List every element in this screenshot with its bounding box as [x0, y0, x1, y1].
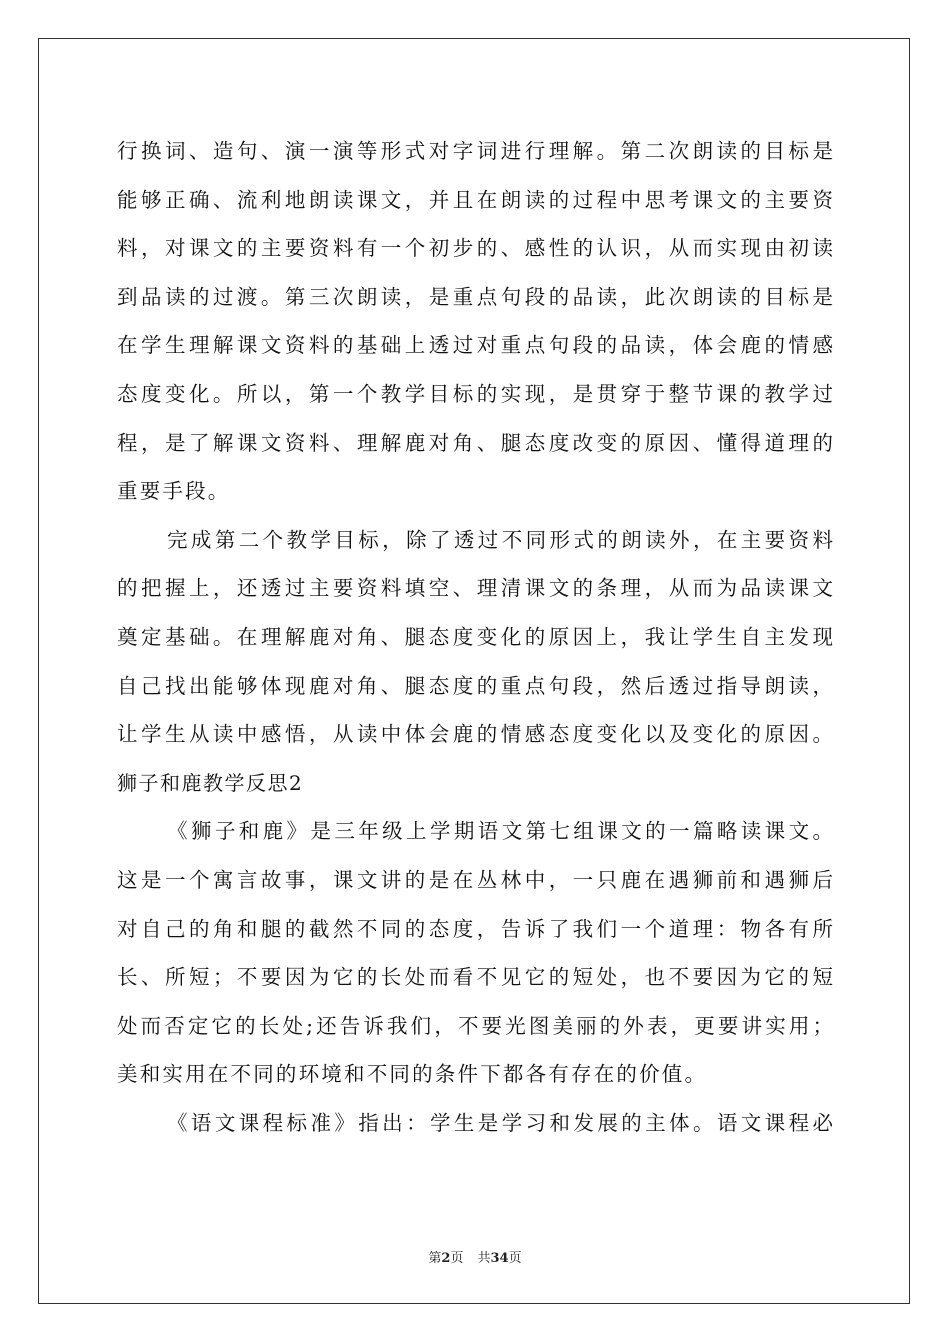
page-footer [0, 1247, 950, 1266]
text-line: 程，是了解课文资料、理解鹿对角、腿态度改变的原因、懂得道理的 [117, 430, 833, 455]
text-line: 《狮子和鹿》是三年级上学期语文第七组课文的一篇略读课文。 [167, 819, 833, 844]
total-pages: 34 [490, 1251, 509, 1266]
text-line: 态度变化。所以，第一个教学目标的实现，是贯穿于整节课的教学过 [117, 381, 833, 406]
text-line: 完成第二个教学目标，除了透过不同形式的朗读外，在主要资料 [167, 527, 833, 552]
footer-page-suffix: 页 [450, 1251, 464, 1266]
text-line: 《语文课程标准》指出：学生是学习和发展的主体。语文课程必 [167, 1110, 833, 1135]
text-line: 在学生理解课文资料的基础上透过对重点句段的品读，体会鹿的情感 [117, 333, 833, 358]
text-line: 长、所短；不要因为它的长处而看不见它的短处，也不要因为它的短 [117, 965, 833, 990]
text-line: 自己找出能够体现鹿对角、腿态度的重点句段，然后透过指导朗读， [117, 673, 833, 698]
footer-total-suffix: 页 [508, 1251, 522, 1266]
document-body [117, 127, 833, 1147]
section-heading: 狮子和鹿教学反思2 [117, 770, 304, 795]
text-line: 处而否定它的长处;还告诉我们，不要光图美丽的外表，更要讲实用； [117, 1013, 833, 1038]
page-number: 2 [441, 1251, 451, 1266]
text-line: 对自己的角和腿的截然不同的态度，告诉了我们一个道理：物各有所 [117, 916, 833, 941]
text-line: 能够正确、流利地朗读课文，并且在朗读的过程中思考课文的主要资 [117, 187, 833, 212]
text-line: 奠定基础。在理解鹿对角、腿态度变化的原因上，我让学生自主发现 [117, 624, 833, 649]
footer-total-prefix: 共 [477, 1251, 491, 1266]
text-line: 美和实用在不同的环境和不同的条件下都各有存在的价值。 [117, 1062, 708, 1087]
text-line: 让学生从读中感悟，从读中体会鹿的情感态度变化以及变化的原因。 [117, 722, 833, 747]
footer-prefix: 第 [428, 1251, 442, 1266]
text-line: 的把握上，还透过主要资料填空、理清课文的条理，从而为品读课文 [117, 576, 833, 601]
text-line: 这是一个寓言故事，课文讲的是在丛林中，一只鹿在遇狮前和遇狮后 [117, 867, 833, 892]
text-line: 行换词、造句、演一演等形式对字词进行理解。第二次朗读的目标是 [117, 139, 833, 163]
text-line: 重要手段。 [117, 479, 231, 504]
text-line: 料，对课文的主要资料有一个初步的、感性的认识，从而实现由初读 [117, 236, 833, 261]
text-line: 到品读的过渡。第三次朗读，是重点句段的品读，此次朗读的目标是 [117, 284, 833, 309]
